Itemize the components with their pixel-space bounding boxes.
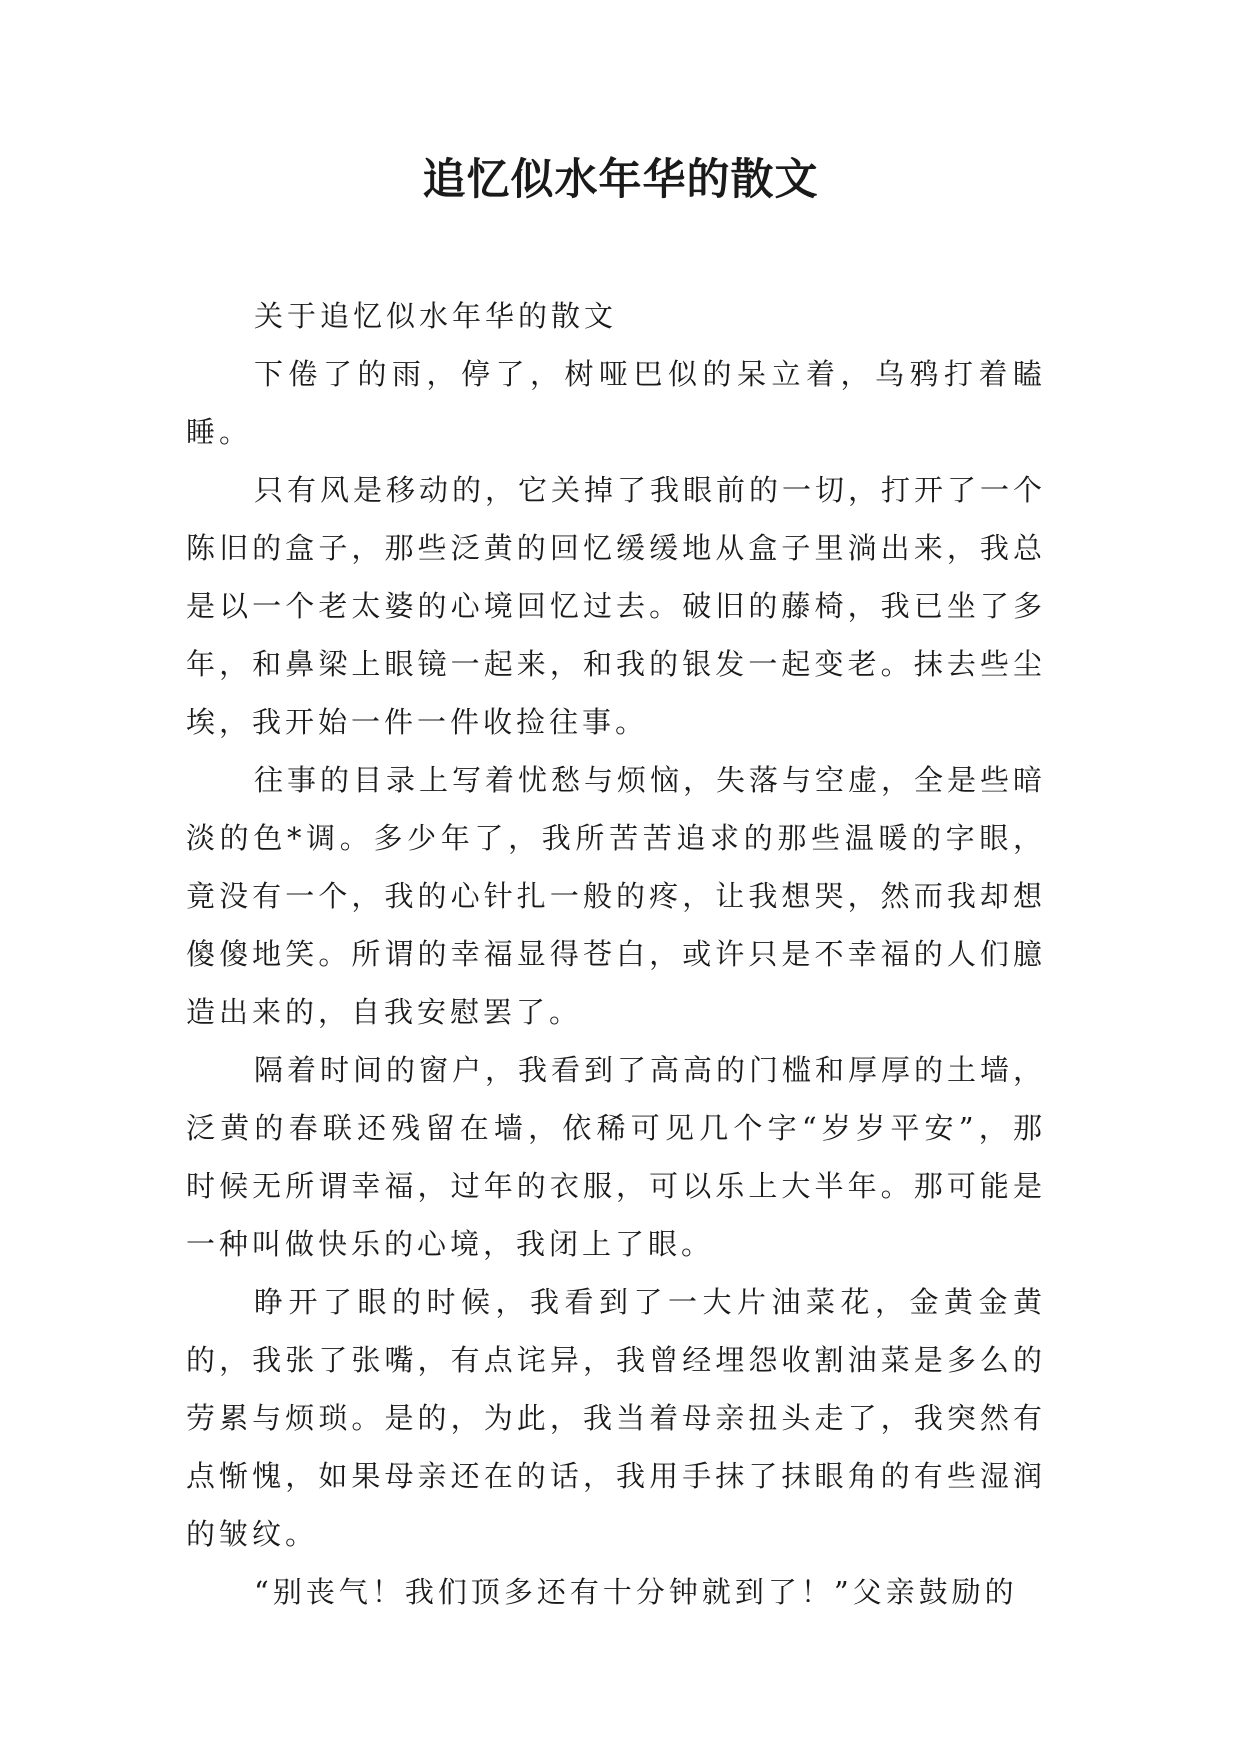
paragraph: 睁开了眼的时候，我看到了一大片油菜花，金黄金黄的，我张了张嘴，有点诧异，我曾经埋怨收割油菜是多么的劳累与烦琐。是的，为此，我当着母亲扭头走了，我突然有点惭愧，如果母亲还在的话，我用手抹了抹眼角的有些湿润的皱纹。 bbox=[186, 1285, 1046, 1551]
document-title: 追忆似水年华的散文 bbox=[422, 155, 819, 205]
paragraph: 关于追忆似水年华的散文 bbox=[254, 299, 618, 333]
paragraph: 隔着时间的窗户，我看到了高高的门槛和厚厚的土墙，泛黄的春联还残留在墙，依稀可见几个字“岁岁平安”，那时候无所谓幸福，过年的衣服，可以乐上大半年。那可能是一种叫做快乐的心境，我闭上了眼。 bbox=[186, 1053, 1047, 1261]
paragraph: “别丧气！我们顶多还有十分钟就到了！”父亲鼓励的 bbox=[254, 1575, 1018, 1609]
document-body bbox=[186, 287, 1046, 1621]
paragraph: 只有风是移动的，它关掉了我眼前的一切，打开了一个陈旧的盒子，那些泛黄的回忆缓缓地从盒子里淌出来，我总是以一个老太婆的心境回忆过去。破旧的藤椅，我已坐了多年，和鼻梁上眼镜一起来，和我的银发一起变老。抹去些尘埃，我开始一件一件收捡往事。 bbox=[186, 473, 1047, 739]
paragraph: 往事的目录上写着忧愁与烦恼，失落与空虚，全是些暗淡的色*调。多少年了，我所苦苦追求的那些温暖的字眼，竟没有一个，我的心针扎一般的疼，让我想哭，然而我却想傻傻地笑。所谓的幸福显得苍白，或许只是不幸福的人们臆造出来的，自我安慰罢了。 bbox=[186, 763, 1047, 1029]
paragraph: 下倦了的雨，停了，树哑巴似的呆立着，乌鸦打着瞌睡。 bbox=[186, 357, 1046, 449]
